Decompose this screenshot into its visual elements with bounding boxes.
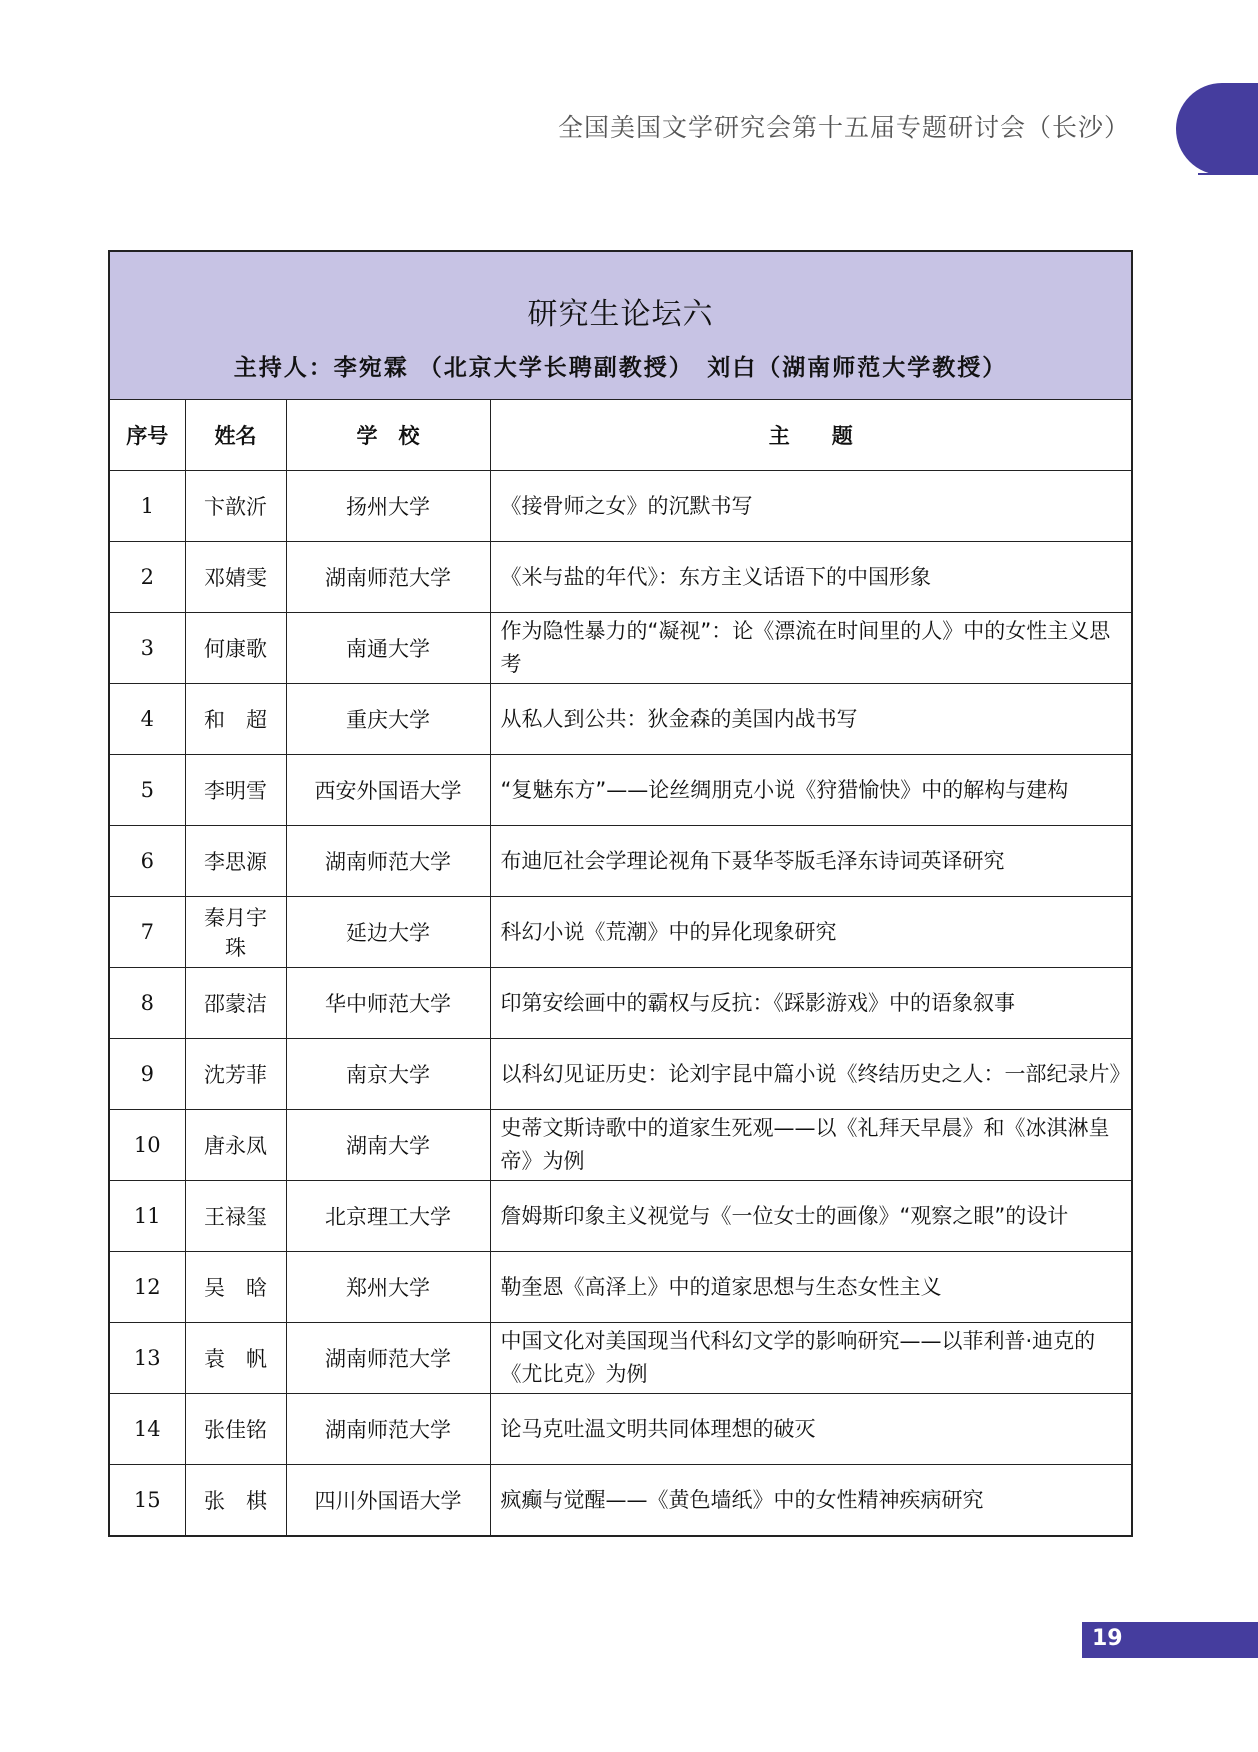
- cell-name: 唐永凤: [185, 1110, 286, 1181]
- forum-title-cell: [109, 251, 1132, 400]
- column-header-school: 学 校: [286, 400, 490, 471]
- table-row: [109, 897, 1132, 968]
- cell-topic: 中国文化对美国现当代科幻文学的影响研究——以菲利普·迪克的《尤比克》为例: [490, 1323, 1132, 1394]
- cell-school: 西安外国语大学: [286, 755, 490, 826]
- cell-no: 7: [109, 897, 185, 968]
- cell-school: 湖南大学: [286, 1110, 490, 1181]
- cell-topic: 论马克吐温文明共同体理想的破灭: [490, 1394, 1132, 1465]
- cell-no: 4: [109, 684, 185, 755]
- cell-school: 重庆大学: [286, 684, 490, 755]
- table-row: [109, 542, 1132, 613]
- cell-no: 9: [109, 1039, 185, 1110]
- cell-no: 8: [109, 968, 185, 1039]
- cell-topic: 勒奎恩《高泽上》中的道家思想与生态女性主义: [490, 1252, 1132, 1323]
- cell-no: 11: [109, 1181, 185, 1252]
- table-row: [109, 613, 1132, 684]
- cell-school: 湖南师范大学: [286, 542, 490, 613]
- cell-topic: 《米与盐的年代》：东方主义话语下的中国形象: [490, 542, 1132, 613]
- corner-tab-decoration: [1176, 83, 1258, 175]
- cell-topic: 从私人到公共：狄金森的美国内战书写: [490, 684, 1132, 755]
- column-header-name: 姓名: [185, 400, 286, 471]
- table-row: [109, 755, 1132, 826]
- cell-name: 张佳铭: [185, 1394, 286, 1465]
- cell-topic: 詹姆斯印象主义视觉与《一位女士的画像》“观察之眼”的设计: [490, 1181, 1132, 1252]
- cell-school: 延边大学: [286, 897, 490, 968]
- cell-no: 5: [109, 755, 185, 826]
- cell-name: 邓婧雯: [185, 542, 286, 613]
- cell-school: 湖南师范大学: [286, 1323, 490, 1394]
- cell-no: 1: [109, 471, 185, 542]
- cell-school: 郑州大学: [286, 1252, 490, 1323]
- page-number: 19: [1092, 1626, 1123, 1651]
- cell-topic: 布迪厄社会学理论视角下聂华苓版毛泽东诗词英译研究: [490, 826, 1132, 897]
- cell-name: 张 棋: [185, 1465, 286, 1537]
- forum-title-row: [109, 251, 1132, 400]
- cell-no: 10: [109, 1110, 185, 1181]
- cell-school: 南通大学: [286, 613, 490, 684]
- cell-no: 2: [109, 542, 185, 613]
- cell-name: 秦月宇珠: [185, 897, 286, 968]
- corner-tab-underline: [1198, 173, 1258, 175]
- forum-title: 研究生论坛六: [527, 297, 714, 332]
- table-row: [109, 1465, 1132, 1537]
- page-number-badge: [1082, 1622, 1258, 1658]
- cell-name: 何康歌: [185, 613, 286, 684]
- cell-no: 3: [109, 613, 185, 684]
- cell-name: 王禄玺: [185, 1181, 286, 1252]
- cell-school: 扬州大学: [286, 471, 490, 542]
- cell-name: 李思源: [185, 826, 286, 897]
- cell-school: 北京理工大学: [286, 1181, 490, 1252]
- cell-name: 李明雪: [185, 755, 286, 826]
- cell-no: 12: [109, 1252, 185, 1323]
- table-row: [109, 968, 1132, 1039]
- cell-topic: “复魅东方”——论丝绸朋克小说《狩猎愉快》中的解构与建构: [490, 755, 1132, 826]
- table-row: [109, 1394, 1132, 1465]
- table-row: [109, 1252, 1132, 1323]
- cell-topic: 作为隐性暴力的“凝视”：论《漂流在时间里的人》中的女性主义思考: [490, 613, 1132, 684]
- table-row: [109, 1110, 1132, 1181]
- cell-no: 13: [109, 1323, 185, 1394]
- cell-topic: 《接骨师之女》的沉默书写: [490, 471, 1132, 542]
- table-row: [109, 1039, 1132, 1110]
- cell-name: 和 超: [185, 684, 286, 755]
- column-header-row: [109, 400, 1132, 471]
- column-header-topic: 主 题: [490, 400, 1132, 471]
- cell-no: 14: [109, 1394, 185, 1465]
- cell-name: 卞歆沂: [185, 471, 286, 542]
- cell-name: 吴 晗: [185, 1252, 286, 1323]
- cell-no: 15: [109, 1465, 185, 1537]
- cell-no: 6: [109, 826, 185, 897]
- forum-hosts: 主持人：李宛霖 （北京大学长聘副教授） 刘白（湖南师范大学教授）: [233, 354, 1008, 381]
- table-row: [109, 684, 1132, 755]
- cell-topic: 以科幻见证历史：论刘宇昆中篇小说《终结历史之人：一部纪录片》: [490, 1039, 1132, 1110]
- cell-name: 袁 帆: [185, 1323, 286, 1394]
- cell-topic: 史蒂文斯诗歌中的道家生死观——以《礼拜天早晨》和《冰淇淋皇帝》为例: [490, 1110, 1132, 1181]
- cell-school: 华中师范大学: [286, 968, 490, 1039]
- cell-topic: 科幻小说《荒潮》中的异化现象研究: [490, 897, 1132, 968]
- table-row: [109, 1323, 1132, 1394]
- forum-schedule-table: [108, 250, 1133, 1537]
- cell-school: 四川外国语大学: [286, 1465, 490, 1537]
- cell-name: 邵蒙洁: [185, 968, 286, 1039]
- table-row: [109, 826, 1132, 897]
- column-header-no: 序号: [109, 400, 185, 471]
- table-row: [109, 471, 1132, 542]
- running-header-title: 全国美国文学研究会第十五届专题研讨会（长沙）: [557, 113, 1130, 142]
- cell-name: 沈芳菲: [185, 1039, 286, 1110]
- cell-school: 南京大学: [286, 1039, 490, 1110]
- table-row: [109, 1181, 1132, 1252]
- cell-school: 湖南师范大学: [286, 826, 490, 897]
- cell-school: 湖南师范大学: [286, 1394, 490, 1465]
- cell-topic: 印第安绘画中的霸权与反抗：《踩影游戏》中的语象叙事: [490, 968, 1132, 1039]
- cell-topic: 疯癫与觉醒——《黄色墙纸》中的女性精神疾病研究: [490, 1465, 1132, 1537]
